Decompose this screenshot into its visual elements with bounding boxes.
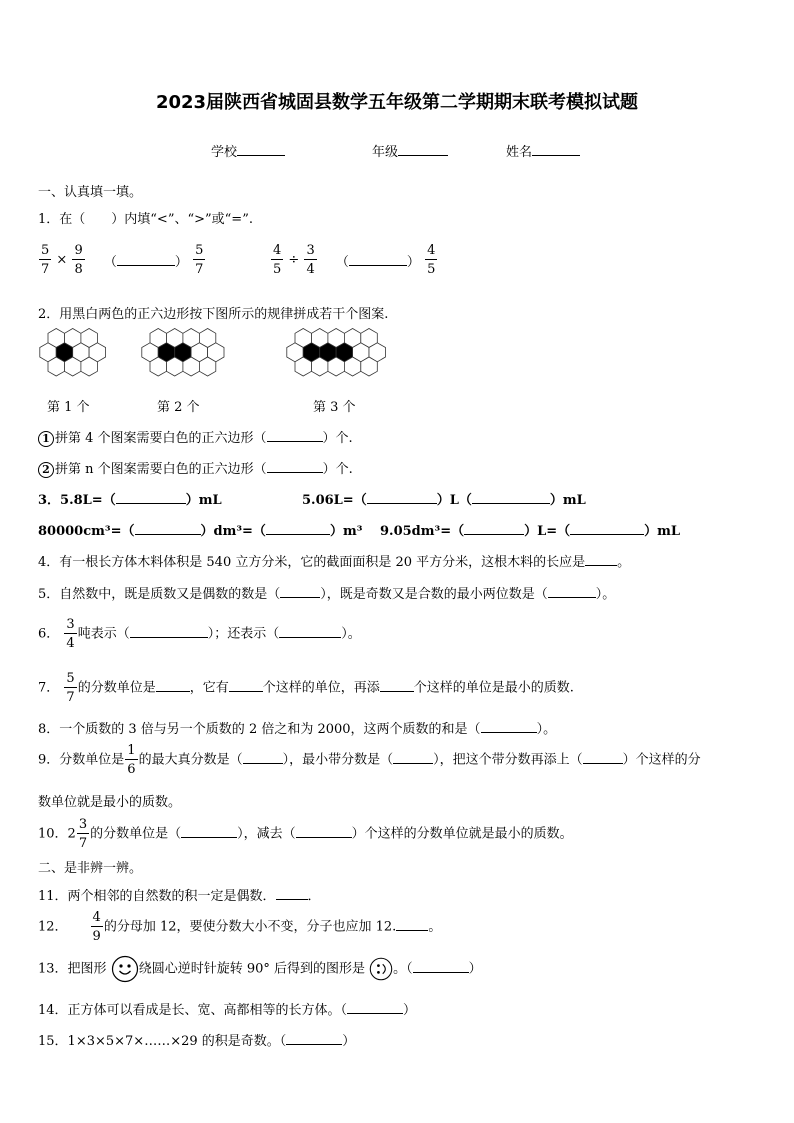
q6: 6． $\frac{3}{4}$ 吨表示（ ）；还表示（ ）。 (38, 617, 361, 651)
pattern-1-label: 第 1 个 (47, 400, 90, 415)
q1a-fraction-3: $\frac{5}{7}$ (195, 243, 204, 277)
grade-field[interactable] (372, 141, 448, 160)
q12-fraction: $\frac{4}{9}$ (92, 910, 101, 944)
q1b-answer-blank[interactable]: （ ） (335, 254, 420, 270)
q11-blank[interactable] (276, 887, 308, 900)
q9-fraction: $\frac{1}{6}$ (127, 743, 136, 777)
q1b-fraction-3: $\frac{4}{5}$ (427, 243, 436, 277)
q5-blank-2[interactable] (548, 585, 596, 598)
q1a-answer-blank[interactable]: （ ） (103, 254, 188, 270)
q1b-fraction-2: $\frac{3}{4}$ (306, 243, 315, 277)
q1-prompt: 在（ ）内填“<”、“>”或“=”. (59, 212, 253, 227)
q10-blank-1[interactable] (181, 825, 237, 838)
q9-blank-2[interactable] (393, 751, 433, 764)
q7-blank-2[interactable] (229, 679, 263, 692)
q1-number: 1． (38, 212, 60, 227)
q15: 15．1×3×5×7×……×29 的积是奇数。（ ） (38, 1034, 356, 1049)
q9-blank-1[interactable] (243, 751, 283, 764)
q13-blank[interactable] (413, 960, 469, 973)
q2-sub1-blank[interactable] (267, 429, 323, 442)
q6-blank-1[interactable] (130, 625, 208, 638)
q3-part-c: 80000cm³=（ ）dm³=（ ）m³ (38, 524, 363, 539)
q1a-operator: × (56, 252, 68, 268)
q10-blank-2[interactable] (296, 825, 352, 838)
q6-fraction: $\frac{3}{4}$ (66, 617, 75, 651)
q3b-blank-1[interactable] (367, 491, 437, 504)
q3c-blank-2[interactable] (266, 522, 330, 535)
q3a-blank[interactable] (116, 491, 186, 504)
q10-whole-number: 2 (67, 826, 76, 842)
q3c-blank-1[interactable] (135, 522, 201, 535)
circled-number-1: 1 (38, 431, 54, 447)
grade-label: 年级 (372, 145, 399, 160)
pattern-2-label: 第 2 个 (157, 400, 200, 415)
q3d-blank-1[interactable] (464, 522, 524, 535)
q10-fraction: $\frac{3}{7}$ (78, 817, 88, 851)
q3-part-d: 9.05dm³=（ ）L=（ ）mL (380, 524, 681, 539)
q2-sub2: 2 拼第 n 个图案需要白色的正六边形（ ）个. (38, 458, 353, 478)
q1b-operator: ÷ (288, 252, 300, 268)
q3d-blank-2[interactable] (570, 522, 644, 535)
q1a-fraction-1: $\frac{5}{7}$ (41, 243, 50, 277)
q8: 8．一个质数的 3 倍与另一个质数的 2 倍之和为 2000，这两个质数的和是（ ）。 (38, 722, 557, 737)
q3b-blank-2[interactable] (472, 491, 550, 504)
q9-line-2: 数单位就是最小的质数。 (38, 795, 182, 810)
page-title: 2023届陕西省城固县数学五年级第二学期期末联考模拟试题 (155, 92, 639, 113)
q4-blank[interactable] (585, 553, 617, 566)
q1b-fraction-1: $\frac{4}{5}$ (273, 243, 282, 277)
rotated-smiley-icon (369, 957, 393, 981)
q7: 7． $\frac{5}{7}$ 的分数单位是 ，它有 个这样的单位，再添 个这样的单位是最小的质数. (38, 671, 574, 705)
hexagon-patterns (30, 325, 420, 385)
q13: 13．把图形 绕圆心逆时针旋转 90° 后得到的图形是 。（ ） (38, 955, 482, 983)
q1-expression-b (270, 244, 438, 276)
q7-fraction: $\frac{5}{7}$ (66, 671, 75, 705)
q2-prompt: 2．用黑白两色的正六边形按下图所示的规律拼成若干个图案. (38, 307, 389, 322)
q5-blank-1[interactable] (280, 585, 320, 598)
q9: 9．分数单位是 $\frac{1}{6}$ 的最大真分数是（ ），最小带分数是（ ），把这个带分数再添上（ ）个这样的分 (38, 743, 701, 777)
section-1-heading: 一、认真填一填。 (38, 185, 143, 200)
q14-blank[interactable] (347, 1001, 403, 1014)
q12-blank[interactable] (396, 918, 428, 931)
school-label: 学校 (211, 145, 238, 160)
school-field[interactable] (211, 141, 285, 160)
q1a-fraction-2: $\frac{9}{8}$ (74, 243, 83, 277)
smiley-face-icon (111, 955, 139, 983)
q8-blank[interactable] (481, 720, 537, 733)
q3-part-a: 3．5.8L=（ ）mL (38, 493, 222, 508)
q9-blank-3[interactable] (583, 751, 623, 764)
q10: 10．2 $\frac{3}{7}$ 的分数单位是（ ），减去（ ）个这样的分数单位就是最小的质数。 (38, 817, 573, 851)
q2-sub1: 1 拼第 4 个图案需要白色的正六边形（ ）个. (38, 427, 353, 447)
q4: 4．有一根长方体木料体积是 540 立方分米，它的截面面积是 20 平方分米，这根木料的长应是 。 (38, 555, 631, 570)
q11: 11．两个相邻的自然数的积一定是偶数． ． (38, 889, 321, 904)
q6-blank-2[interactable] (279, 625, 341, 638)
name-label: 姓名 (506, 145, 533, 160)
q3-part-b: 5.06L=（ ）L（ ）mL (302, 493, 586, 508)
circled-number-2: 2 (38, 462, 54, 478)
q7-blank-3[interactable] (380, 679, 414, 692)
q1-expression-a (38, 244, 206, 276)
q14: 14．正方体可以看成是长、宽、高都相等的长方体。（ ） (38, 1003, 417, 1018)
name-field[interactable] (506, 141, 580, 160)
section-2-heading: 二、是非辨一辨。 (38, 861, 143, 876)
q2-sub2-blank[interactable] (267, 460, 323, 473)
q12: 12． $\frac{4}{9}$ 的分母加 12，要使分数大小不变，分子也应加 12. 。 (38, 910, 442, 944)
q15-blank[interactable] (286, 1032, 342, 1045)
q1-text (38, 208, 253, 227)
pattern-3-label: 第 3 个 (313, 400, 356, 415)
q7-blank-1[interactable] (156, 679, 190, 692)
q5: 5．自然数中，既是质数又是偶数的数是（ ），既是奇数又是合数的最小两位数是（ ）。 (38, 587, 616, 602)
